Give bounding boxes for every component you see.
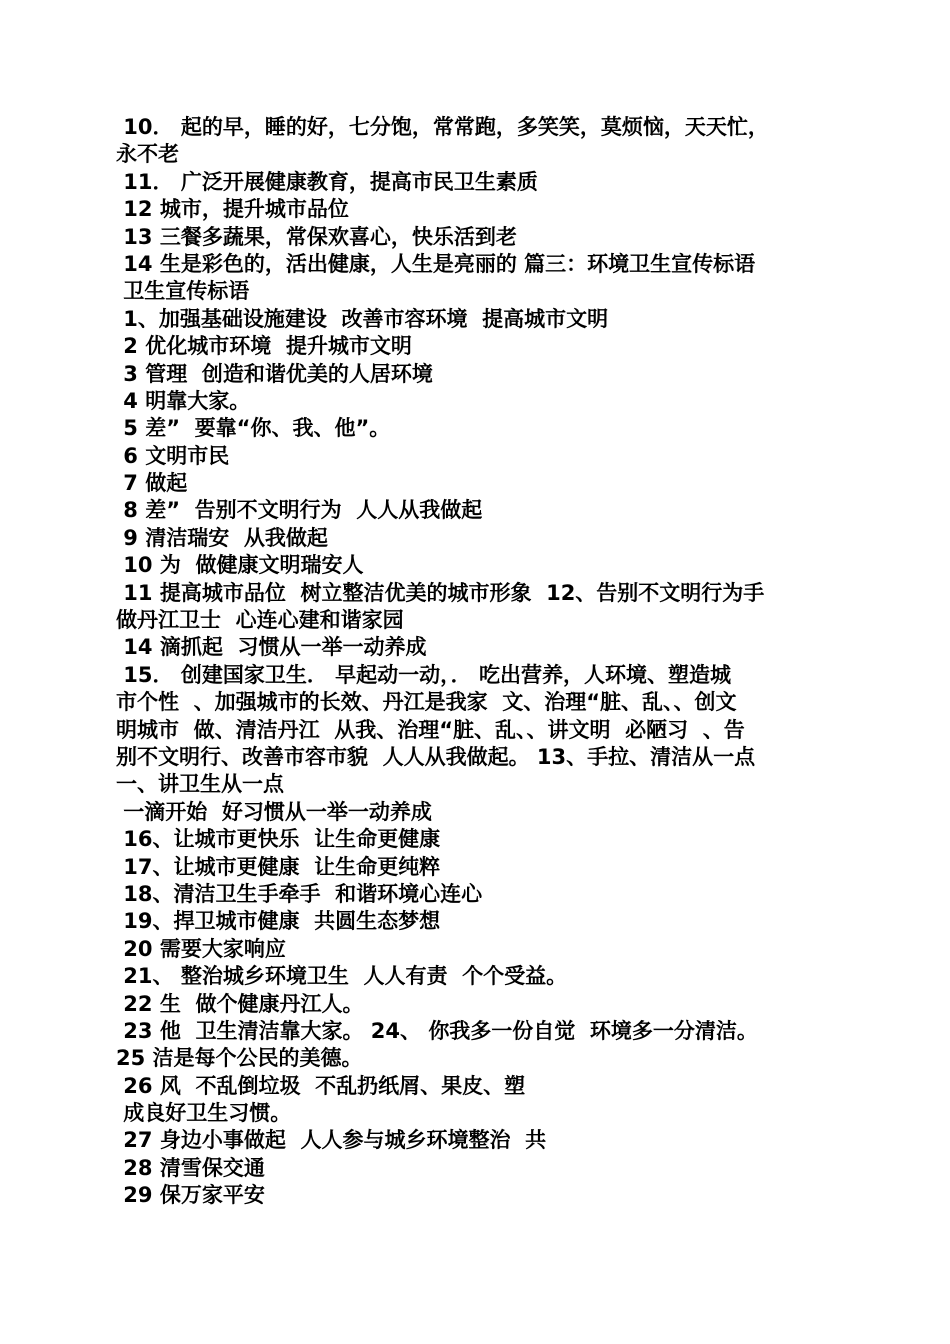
text-line: 4 明靠大家。 [116, 388, 251, 413]
text-line: 一、讲卫生从一点 [116, 772, 284, 797]
text-line: 11． 广泛开展健康教育，提高市民卫生素质 [116, 169, 538, 194]
text-line: 2 优化城市环境 提升城市文明 [116, 334, 412, 359]
text-line: 15． 创建国家卫生． 早起动一动，． 吃出营养，人环境、塑造城 [116, 662, 731, 687]
document-body [116, 114, 836, 1210]
text-line: 10． 起的早，睡的好，七分饱，常常跑，多笑笑，莫烦恼，天天忙， [116, 115, 769, 139]
text-line: 26 风 不乱倒垃圾 不乱扔纸屑、果皮、塑 [116, 1073, 526, 1098]
text-line: 19、捍卫城市健康 共圆生态梦想 [116, 909, 441, 934]
text-line: 永不老 [116, 142, 179, 167]
text-line: 18、清洁卫生手牵手 和谐环境心连心 [116, 881, 483, 906]
text-line: 6 文明市民 [116, 443, 230, 468]
text-line: 成良好卫生习惯。 [116, 1101, 292, 1126]
text-line: 23 他 卫生清洁靠大家。 24、 你我多一份自觉 环境多一分清洁。 [116, 1018, 758, 1043]
text-line: 11 提高城市品位 树立整洁优美的城市形象 12、告别不文明行为手 [116, 580, 765, 605]
text-line: 20 需要大家响应 [116, 936, 286, 961]
text-line: 1、加强基础设施建设 改善市容环境 提高城市文明 [116, 306, 609, 331]
text-line: 7 做起 [116, 471, 188, 496]
text-line: 8 差” 告别不文明行为 人人从我做起 [116, 498, 483, 523]
text-line: 16、让城市更快乐 让生命更健康 [116, 827, 441, 852]
text-line: 14 生是彩色的，活出健康，人生是亮丽的 篇三：环境卫生宣传标语 [116, 251, 756, 276]
text-line: 12 城市，提升城市品位 [116, 197, 349, 222]
text-line: 29 保万家平安 [116, 1183, 265, 1208]
text-line: 3 管理 创造和谐优美的人居环境 [116, 361, 433, 386]
text-line: 市个性 、加强城市的长效、丹江是我家 文、治理“脏、乱、、创文 [116, 690, 737, 715]
text-line: 别不文明行、改善市容市貌 人人从我做起。 13、手拉、清洁从一点 [116, 744, 756, 769]
text-line: 28 清雪保交通 [116, 1155, 265, 1180]
text-line: 22 生 做个健康丹江人。 [116, 991, 364, 1016]
text-line: 5 差” 要靠“你、我、他”。 [116, 416, 391, 441]
text-line: 一滴开始 好习惯从一举一动养成 [116, 799, 432, 824]
text-line: 卫生宣传标语 [116, 279, 250, 304]
text-line: 10 为 做健康文明瑞安人 [116, 553, 364, 578]
text-line: 13 三餐多蔬果，常保欢喜心，快乐活到老 [116, 224, 517, 249]
text-line: 做丹江卫士 心连心建和谐家园 [116, 608, 404, 633]
text-line: 17、让城市更健康 让生命更纯粹 [116, 854, 441, 879]
text-line: 25 洁是每个公民的美德。 [116, 1046, 363, 1071]
text-line: 27 身边小事做起 人人参与城乡环境整治 共 [116, 1128, 547, 1153]
text-line: 明城市 做、清洁丹江 从我、治理“脏、乱、、讲文明 必陋习 、告 [116, 717, 745, 742]
text-line: 21、 整治城乡环境卫生 人人有责 个个受益。 [116, 964, 568, 989]
text-line: 9 清洁瑞安 从我做起 [116, 525, 328, 550]
text-line: 14 滴抓起 习惯从一举一动养成 [116, 635, 427, 660]
